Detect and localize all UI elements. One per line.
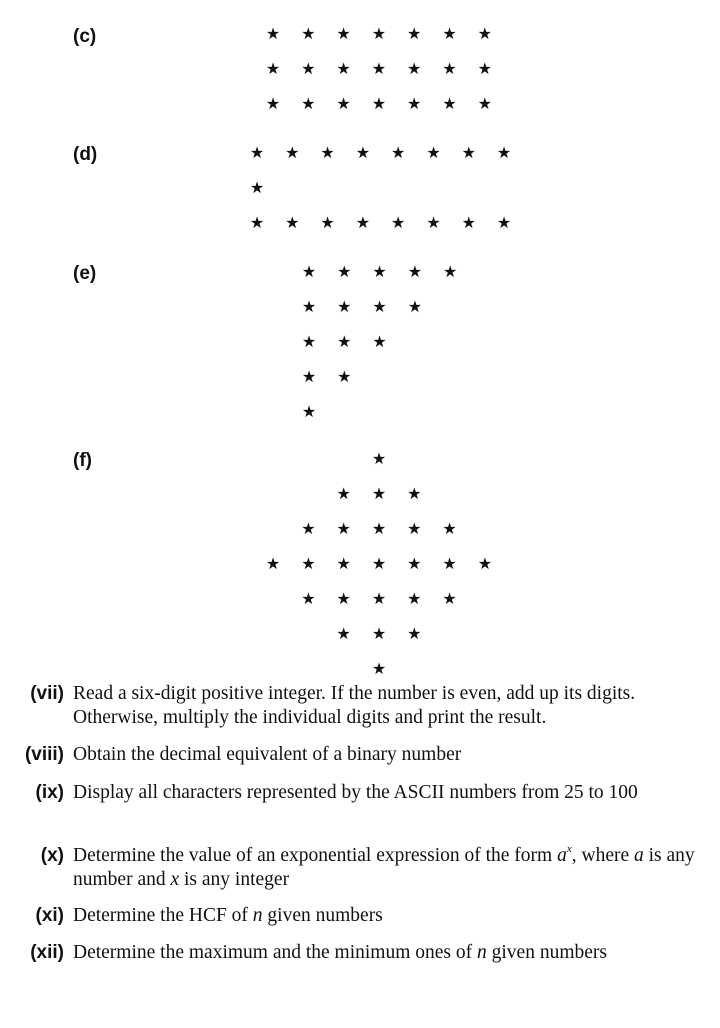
star-icon: ★ xyxy=(477,24,492,43)
star-icon: ★ xyxy=(337,367,352,386)
star-icon: ★ xyxy=(285,213,300,232)
star-icon: ★ xyxy=(337,297,352,316)
star-icon: ★ xyxy=(371,24,387,43)
star-icon: ★ xyxy=(372,297,387,316)
star-icon: ★ xyxy=(442,59,457,78)
star-icon: ★ xyxy=(285,143,300,162)
star-icon: ★ xyxy=(371,554,387,573)
star-icon: ★ xyxy=(336,24,351,43)
star-icon: ★ xyxy=(407,297,423,316)
star-icon: ★ xyxy=(337,332,352,351)
star-icon: ★ xyxy=(461,213,476,232)
star-icon: ★ xyxy=(301,24,316,43)
pattern-label-d: (d) xyxy=(73,144,98,165)
star-icon: ★ xyxy=(265,59,281,78)
item-text-ix: Display all characters represented by the ASCII numbers from 25 to 100 xyxy=(73,782,638,803)
star-icon: ★ xyxy=(496,143,512,162)
star-icon: ★ xyxy=(407,589,422,608)
star-icon: ★ xyxy=(407,24,422,43)
star-icon: ★ xyxy=(442,24,457,43)
star-icon: ★ xyxy=(407,624,422,643)
star-icon: ★ xyxy=(426,213,441,232)
star-icon: ★ xyxy=(301,402,317,421)
star-icon: ★ xyxy=(461,143,476,162)
star-icon: ★ xyxy=(496,213,512,232)
star-icon: ★ xyxy=(442,519,457,538)
star-icon: ★ xyxy=(426,143,441,162)
star-icon: ★ xyxy=(301,94,316,113)
star-icon: ★ xyxy=(301,367,317,386)
star-icon: ★ xyxy=(336,589,351,608)
star-icon: ★ xyxy=(336,59,351,78)
star-icon: ★ xyxy=(265,554,281,573)
star-icon: ★ xyxy=(407,94,422,113)
star-icon: ★ xyxy=(371,94,387,113)
star-icon: ★ xyxy=(407,484,422,503)
star-icon: ★ xyxy=(442,589,457,608)
star-icon: ★ xyxy=(265,24,281,43)
star-icon: ★ xyxy=(477,94,492,113)
star-icon: ★ xyxy=(301,262,317,281)
star-icon: ★ xyxy=(407,262,423,281)
star-icon: ★ xyxy=(371,624,387,643)
star-icon: ★ xyxy=(336,554,351,573)
star-icon: ★ xyxy=(355,213,371,232)
star-icon: ★ xyxy=(265,94,281,113)
item-text-viii: Obtain the decimal equivalent of a binary number xyxy=(73,744,462,765)
star-icon: ★ xyxy=(407,59,422,78)
star-icon: ★ xyxy=(249,143,265,162)
star-icon: ★ xyxy=(320,213,335,232)
star-icon: ★ xyxy=(336,484,351,503)
pattern-label-f: (f) xyxy=(73,450,92,471)
star-icon: ★ xyxy=(442,554,457,573)
item-text-xii: Determine the maximum and the minimum ones of n given numbers xyxy=(73,942,607,963)
star-icon: ★ xyxy=(301,59,316,78)
star-icon: ★ xyxy=(301,554,316,573)
star-icon: ★ xyxy=(249,213,265,232)
star-icon: ★ xyxy=(477,59,492,78)
star-icon: ★ xyxy=(336,624,351,643)
star-icon: ★ xyxy=(371,449,387,468)
item-number-xi: (xi) xyxy=(35,905,64,926)
star-icon: ★ xyxy=(442,94,457,113)
star-icon: ★ xyxy=(391,143,406,162)
star-icon: ★ xyxy=(372,332,387,351)
star-icon: ★ xyxy=(320,143,335,162)
star-icon: ★ xyxy=(301,589,316,608)
star-icon: ★ xyxy=(336,519,351,538)
star-icon: ★ xyxy=(337,262,352,281)
pattern-label-c: (c) xyxy=(73,26,97,47)
item-text-xi: Determine the HCF of n given numbers xyxy=(73,905,383,926)
star-icon: ★ xyxy=(301,519,316,538)
item-number-xii: (xii) xyxy=(30,942,64,963)
star-icon: ★ xyxy=(371,519,387,538)
star-icon: ★ xyxy=(371,589,387,608)
star-icon: ★ xyxy=(372,262,387,281)
star-icon: ★ xyxy=(301,297,317,316)
star-icon: ★ xyxy=(371,484,387,503)
item-number-x: (x) xyxy=(40,845,64,866)
star-icon: ★ xyxy=(355,143,371,162)
star-icon: ★ xyxy=(301,332,317,351)
item-text-vii: Read a six-digit positive integer. If the number is even, add up its digits. Otherwise, multiply the individual digits and print the result. xyxy=(73,683,636,728)
star-icon: ★ xyxy=(407,554,422,573)
star-icon: ★ xyxy=(407,519,422,538)
star-icon: ★ xyxy=(443,262,458,281)
star-icon: ★ xyxy=(477,554,493,573)
item-number-vii: (vii) xyxy=(30,683,64,704)
star-icon: ★ xyxy=(371,659,387,678)
star-icon: ★ xyxy=(391,213,406,232)
pattern-label-e: (e) xyxy=(73,263,97,284)
item-number-viii: (viii) xyxy=(24,744,64,765)
item-text-x: Determine the value of an exponential expression of the form $a^x$, where a is any number and x is any integer xyxy=(73,842,695,890)
star-icon: ★ xyxy=(336,94,351,113)
star-icon: ★ xyxy=(371,59,387,78)
item-number-ix: (ix) xyxy=(35,782,64,803)
star-icon: ★ xyxy=(249,178,265,197)
